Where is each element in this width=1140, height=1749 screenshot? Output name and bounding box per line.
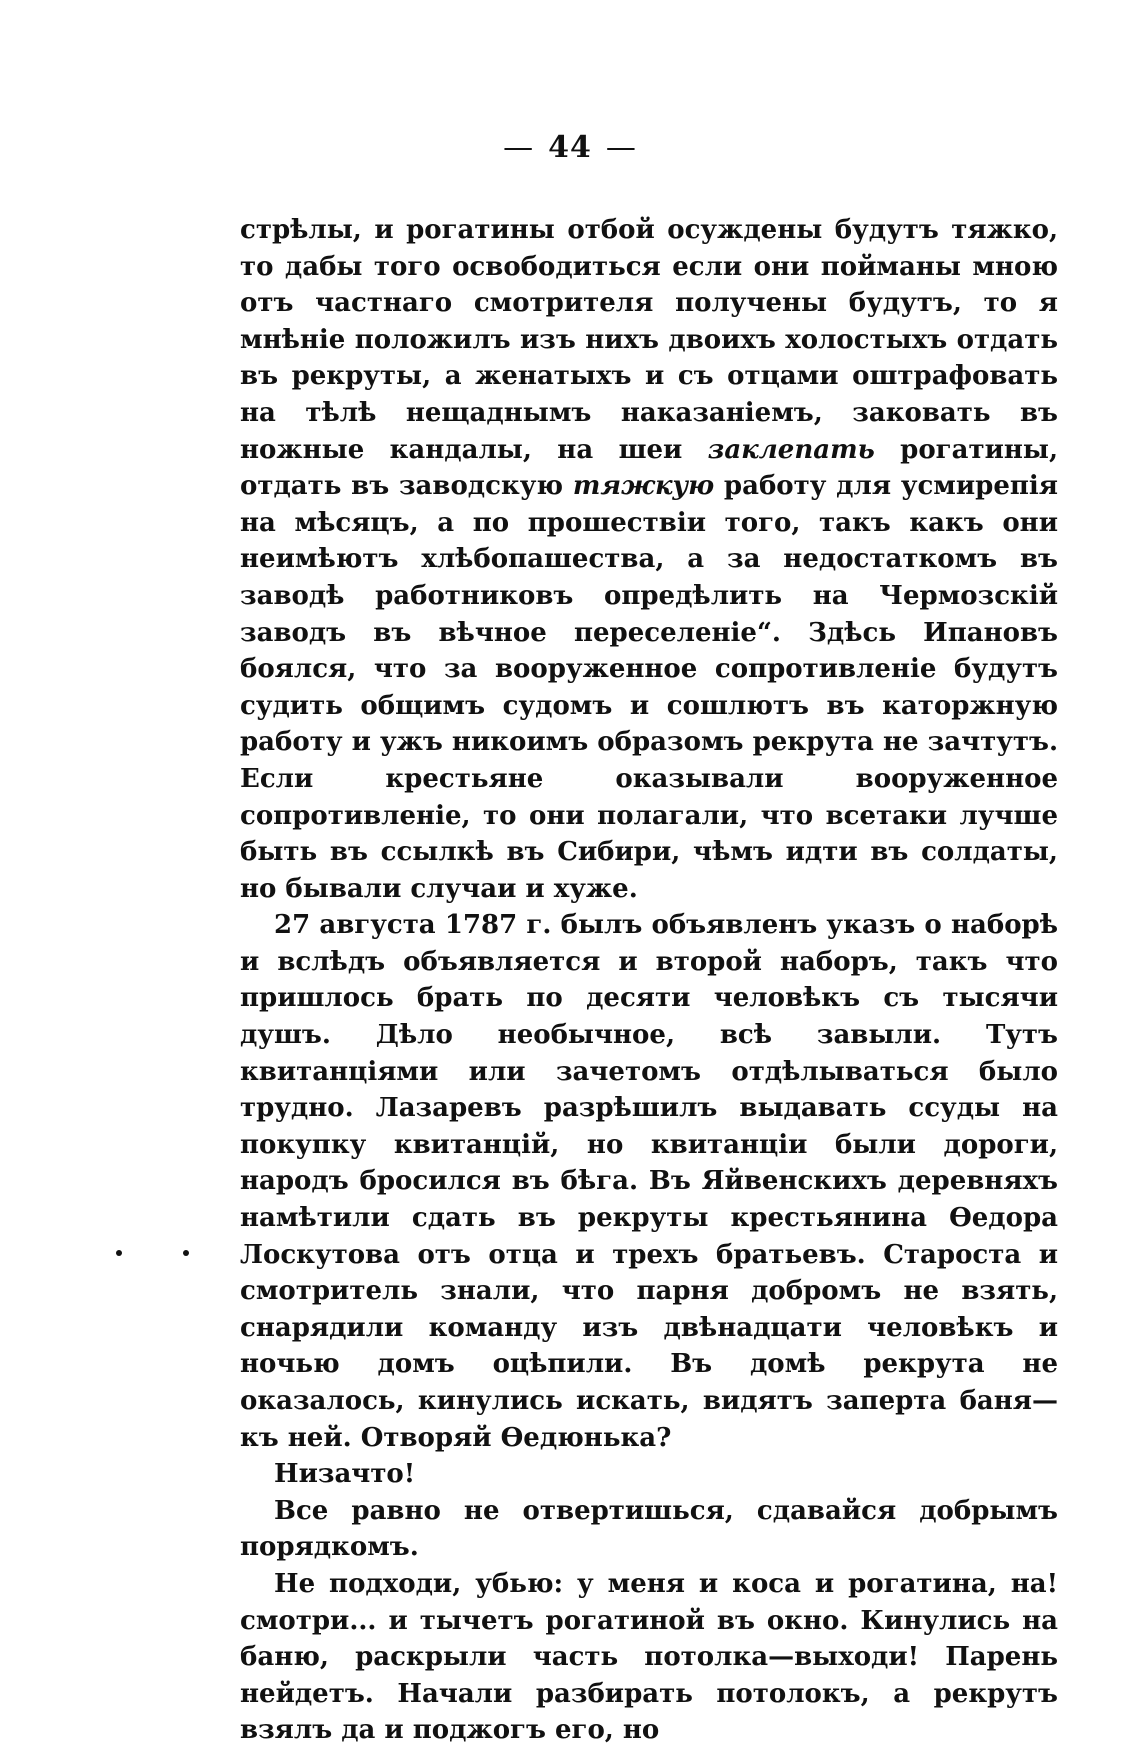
paragraph-1: [240, 212, 1058, 907]
header-dash-left: —: [503, 130, 535, 165]
margin-mark-dot: [116, 1250, 122, 1256]
margin-mark-dot: [183, 1250, 189, 1256]
paragraph-1-part-1: стрѣлы, и рогатины отбой осуждены будутъ тяжко, то дабы того освободиться если они пойманы мною отъ частнаго смотрителя получены будутъ, то я мнѣніе положилъ изъ нихъ двоихъ холостыхъ отдать въ рекруты, а женатыхъ и съ отцами оштрафовать на тѣлѣ нещаднымъ наказаніемъ, заковать въ ножные кандалы, на шеи: [240, 215, 1058, 465]
body-text: [240, 212, 1058, 1749]
paragraph-1-part-2: рогатины, отдать въ заводскую: [240, 434, 1058, 502]
header-dash-right: —: [605, 130, 637, 165]
paragraph-5: Не подходи, убью: у меня и коса и рогатина, на! смотри... и тычетъ рогатиной въ окно. Кинулись на баню, раскрыли часть потолка—выходи! Парень нейдетъ. Начали разбирать потолокъ, а рекрутъ взялъ да и поджогъ его, но: [240, 1568, 1058, 1746]
paragraph-2: 27 августа 1787 г. былъ объявленъ указъ о наборѣ и вслѣдъ объявляется и второй наборъ, такъ что пришлось брать по десяти человѣкъ съ тысячи душъ. Дѣло необычное, всѣ завыли. Тутъ квитанціями или зачетомъ отдѣлываться было трудно. Лазаревъ разрѣшилъ выдавать ссуды на покупку квитанцій, но квитанціи были дороги, народъ бросился въ бѣга. Въ Яйвенскихъ деревняхъ намѣтили сдать въ рекруты крестьянина Ѳедора Лоскутова отъ отца и трехъ братьевъ. Староста и смотритель знали, что парня добромъ не взять, снарядили команду изъ двѣнадцати человѣкъ и ночью домъ оцѣпили. Въ домѣ рекрута не оказалось, кинулись искать, видятъ заперта баня—къ ней. Отворяй Ѳедюнька?: [240, 910, 1058, 1453]
page-header: [0, 130, 1140, 165]
page-number: 44: [548, 130, 592, 165]
emphasis-tyazhkuyu: тяжкую: [572, 471, 715, 502]
paragraph-3: Низачто!: [274, 1459, 416, 1490]
paragraph-4: Все равно не отвертишься, сдавайся добрымъ порядкомъ.: [240, 1495, 1058, 1563]
paragraph-1-part-3: работу для усмирепія на мѣсяцъ, а по прошествіи того, такъ какъ они неимѣютъ хлѣбопашества, а за недостаткомъ въ заводѣ работниковъ опредѣлить на Чермозскій заводъ въ вѣчное переселеніе“. Здѣсь Ипановъ боялся, что за вооруженное сопротивленіе будутъ судить общимъ судомъ и сошлютъ въ каторжную работу и ужъ никоимъ образомъ рекрута не зачтутъ. Если крестьяне оказывали вооруженное сопротивленіе, то они полагали, что всетаки лучше быть въ ссылкѣ въ Сибири, чѣмъ идти въ солдаты, но бывали случаи и хуже.: [240, 471, 1058, 904]
emphasis-zaklepat: заклепать: [707, 434, 875, 465]
